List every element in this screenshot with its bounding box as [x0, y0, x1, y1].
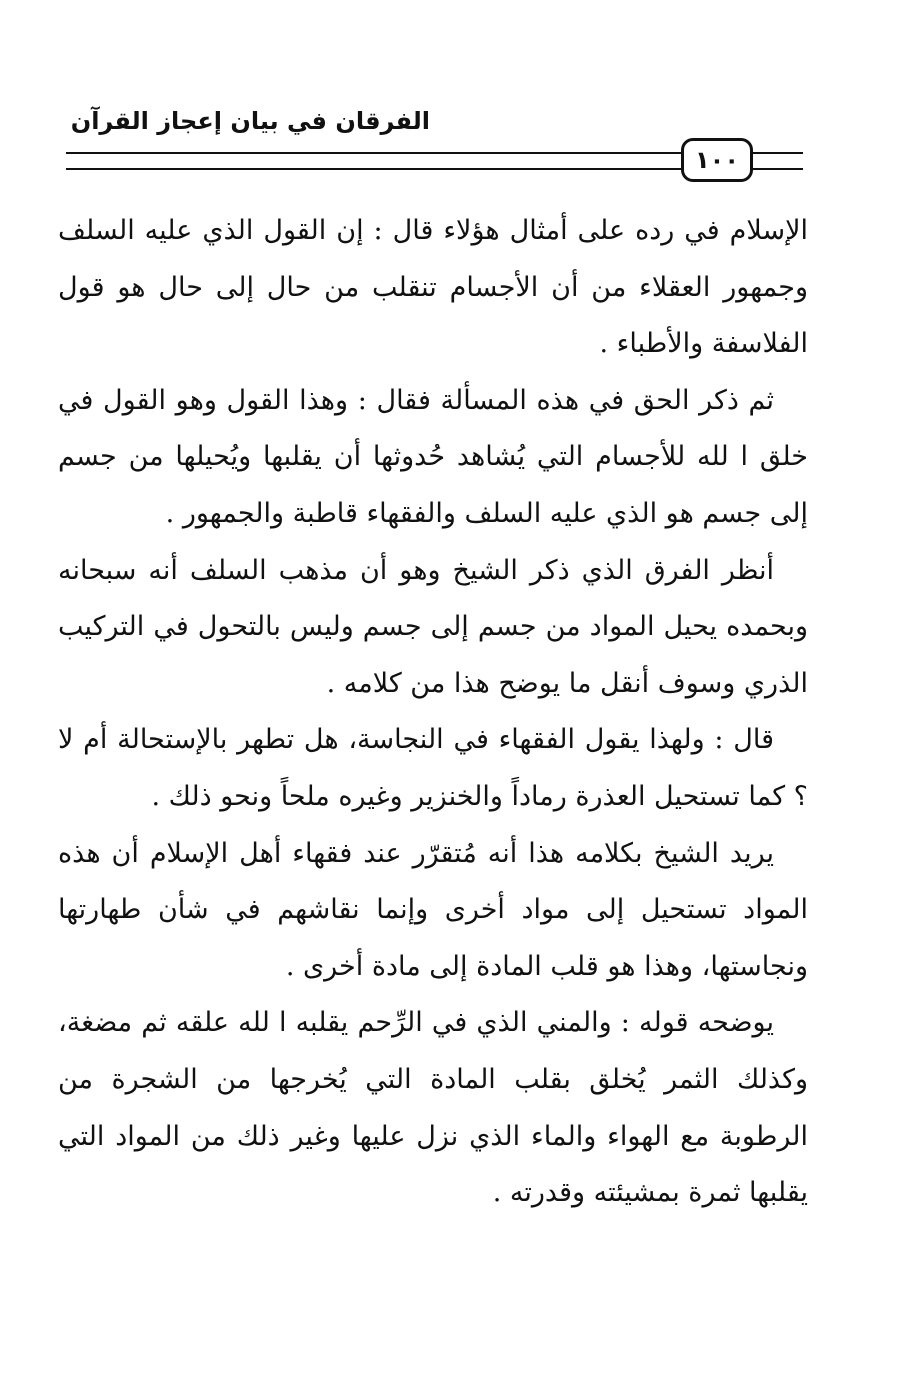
header-rule-right-bottom — [753, 168, 803, 170]
paragraph: قال : ولهذا يقول الفقهاء في النجاسة، هل تطهر بالإستحالة أم لا ؟ كما تستحيل العذرة رماداً والخنزير وغيره ملحاً ونحو ذلك . — [58, 724, 808, 812]
header-rule-left-top — [66, 152, 681, 154]
running-header-title: الفرقان في بيان إعجاز القرآن — [70, 107, 430, 135]
paragraph: ثم ذكر الحق في هذه المسألة فقال : وهذا القول وهو القول في خلق ا لله للأجسام التي يُشاهد حُدوثها أن يقلبها ويُحيلها من جسم إلى جسم هو الذي عليه السلف والفقهاء قاطبة والجمهور . — [58, 384, 808, 529]
header-rule-left-bottom — [66, 168, 681, 170]
paragraph: يوضحه قوله : والمني الذي في الرِّحم يقلبه ا لله علقه ثم مضغة، وكذلك الثمر يُخلق بقلب المادة التي يُخرجها من الشجرة من الرطوبة مع الهواء والماء الذي نزل عليها وغير ذلك من المواد التي يقلبها ثمرة بمشيئته وقدرته . — [58, 1007, 808, 1209]
header-rule-right-top — [753, 152, 803, 154]
paragraph: يريد الشيخ بكلامه هذا أنه مُتقرّر عند فقهاء أهل الإسلام أن هذه المواد تستحيل إلى مواد أخرى وإنما نقاشهم في شأن طهارتها ونجاستها، وهذا هو قلب المادة إلى مادة أخرى . — [58, 837, 808, 982]
paragraph: أنظر الفرق الذي ذكر الشيخ وهو أن مذهب السلف أنه سبحانه وبحمده يحيل المواد من جسم إلى جسم وليس بالتحول في التركيب الذري وسوف أنقل ما يوضح هذا من كلامه . — [58, 554, 808, 699]
page-number: ١٠٠ — [681, 138, 753, 182]
main-text — [58, 203, 808, 1222]
paragraph: الإسلام في رده على أمثال هؤلاء قال : إن القول الذي عليه السلف وجمهور العقلاء من أن الأجسام تنقلب من حال إلى حال هو قول الفلاسفة والأطباء . — [58, 215, 808, 360]
